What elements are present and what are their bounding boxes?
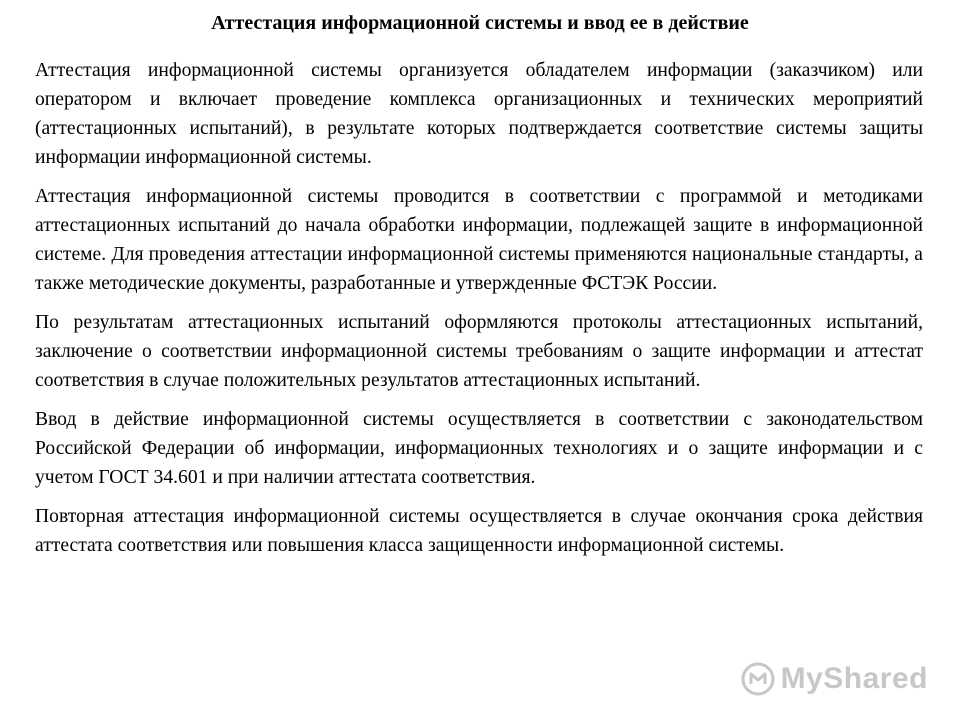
paragraph-attestation-procedure: Аттестация информационной системы проводится в соответствии с программой и методиками аттестационных испытаний до начала обработки информации, подлежащей защите в информационной системе. Для проведения аттестации информационной системы применяются национальные стандарты, а также методические документы, разработанные и утвержденные ФСТЭК России. (35, 186, 923, 294)
paragraph-attestation-results: По результатам аттестационных испытаний оформляются протоколы аттестационных испытаний, заключение о соответствии информационной системы требованиям о защите информации и аттестат соответствия в случае положительных результатов аттестационных испытаний. (35, 312, 923, 391)
paragraph-commissioning: Ввод в действие информационной системы осуществляется в соответствии с законодательством Российской Федерации об информации, информационных технологиях и о защите информации и с учетом ГОСТ 34.601 и при наличии аттестата соответствия. (35, 409, 923, 488)
myshared-logo-icon (741, 662, 775, 696)
slide-body (35, 56, 923, 570)
paragraph-attestation-organization: Аттестация информационной системы организуется обладателем информации (заказчиком) или оператором и включает проведение комплекса организационных и технических мероприятий (аттестационных испытаний), в результате которых подтверждается соответствие системы защиты информации информационной системы. (35, 60, 923, 168)
watermark-text: MyShared (780, 662, 928, 695)
paragraph-repeated-attestation: Повторная аттестация информационной системы осуществляется в случае окончания срока действия аттестата соответствия или повышения класса защищенности информационной системы. (35, 506, 923, 556)
slide-title: Аттестация информационной системы и ввод ее в действие (211, 12, 749, 34)
watermark (741, 662, 928, 696)
